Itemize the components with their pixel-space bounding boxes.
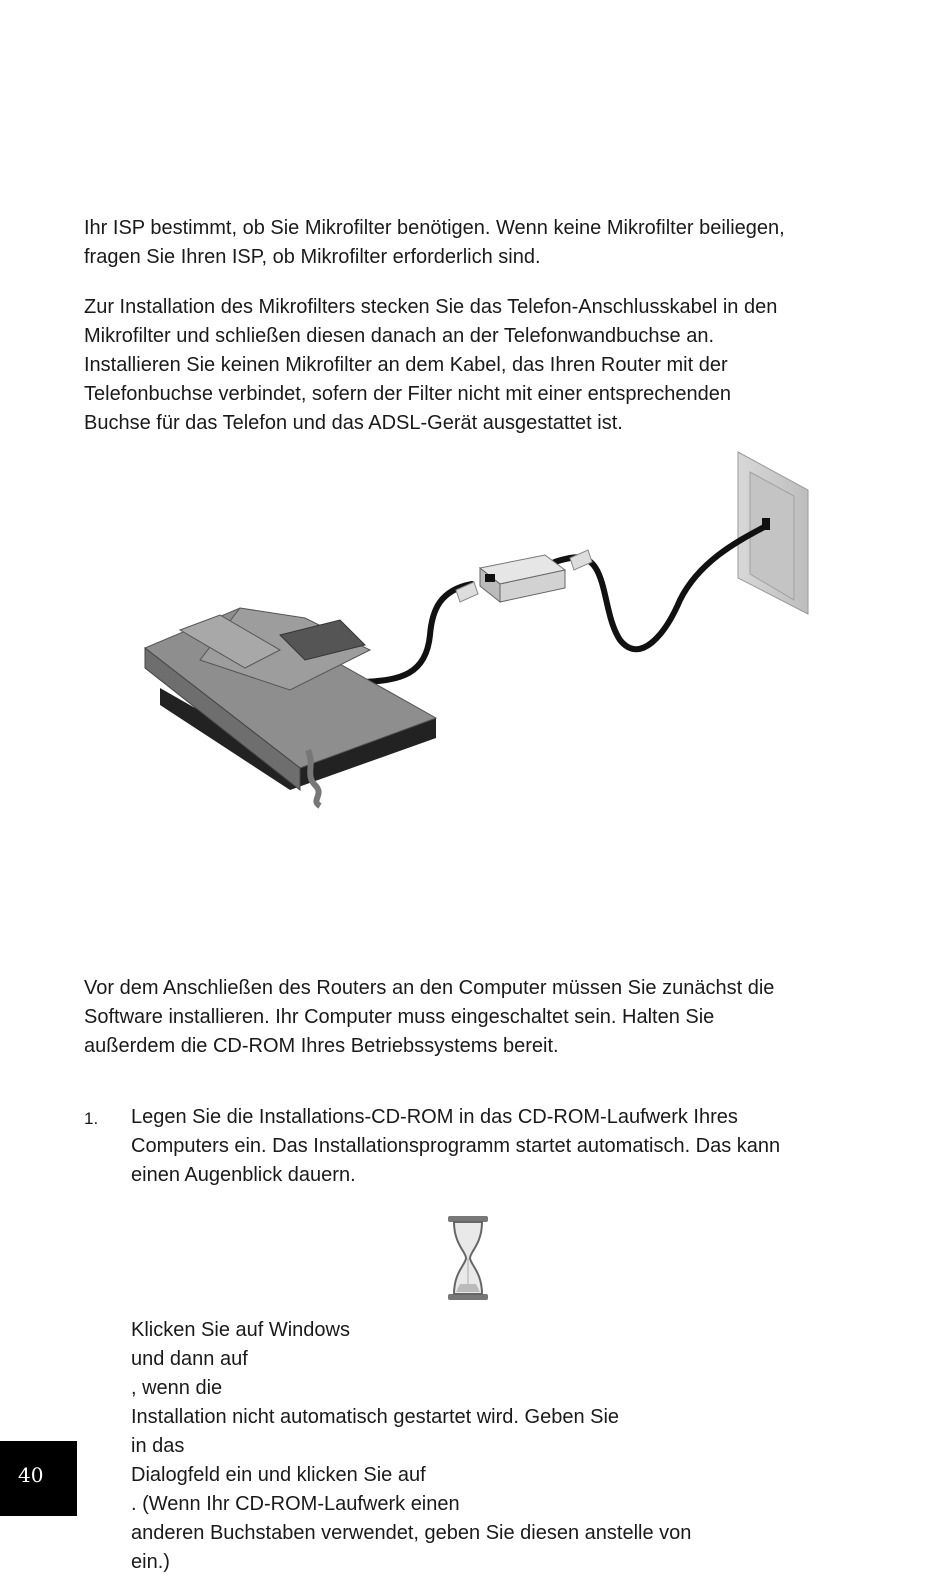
page-number: 40 [18,1463,44,1487]
hourglass-icon [446,1214,490,1302]
page-number-box [0,1441,77,1516]
telephone-microfilter-illustration [140,450,820,810]
text-line: Computers ein. Das Installationsprogramm startet automatisch. Das kann [131,1135,781,1157]
text-line: Ihr ISP bestimmt, ob Sie Mikrofilter benötigen. Wenn keine Mikrofilter beiliegen, [84,217,785,239]
text-line: außerdem die CD-ROM Ihres Betriebssystems bereit. [84,1035,559,1057]
note-fragment: ein.) [131,1551,170,1573]
text-line: fragen Sie Ihren ISP, ob Mikrofilter erforderlich sind. [84,246,541,268]
note-fragment: Installation nicht automatisch gestartet wird. Geben Sie [131,1406,620,1428]
text-line: Mikrofilter und schließen diesen danach an der Telefonwandbuchse an. [84,325,715,347]
plug-icon [570,550,592,570]
text-line: einen Augenblick dauern. [131,1164,356,1186]
microfilter-icon [480,555,565,602]
note-fragment: Klicken Sie auf Windows [131,1319,350,1341]
note-fragment: anderen Buchstaben verwendet, geben Sie diesen anstelle von [131,1522,692,1544]
step-number: 1. [84,1109,99,1128]
text-line: Vor dem Anschließen des Routers an den Computer müssen Sie zunächst die [84,977,775,999]
note-fragment: in das [131,1435,185,1457]
software-paragraph [84,974,884,1061]
intro-paragraph [84,214,884,272]
text-line: Buchse für das Telefon und das ADSL-Gerät ausgestattet ist. [84,412,623,434]
text-line [131,1519,691,1577]
text-line: Zur Installation des Mikrofilters stecken Sie das Telefon-Anschlusskabel in den [84,296,778,318]
note-fragment: , wenn die [131,1377,223,1399]
note-fragment: . (Wenn Ihr CD-ROM-Laufwerk einen [131,1493,460,1515]
text-line: Installieren Sie keinen Mikrofilter an dem Kabel, das Ihren Router mit der [84,354,728,376]
text-line [131,1316,691,1403]
telephone-icon [145,608,436,806]
note-fragment: Dialogfeld ein und klicken Sie auf [131,1464,426,1486]
note-fragment: und dann auf [131,1348,248,1370]
text-line: Software installieren. Ihr Computer muss eingeschaltet sein. Halten Sie [84,1006,715,1028]
text-line: Telefonbuchse verbindet, sofern der Filter nicht mit einer entsprechenden [84,383,732,405]
text-line [131,1403,691,1461]
manual-start-note [131,1316,691,1577]
text-line: Legen Sie die Installations-CD-ROM in das CD-ROM-Laufwerk Ihres [131,1106,738,1128]
installation-paragraph [84,293,884,438]
text-line [131,1461,691,1519]
step-1-text [131,1103,780,1190]
